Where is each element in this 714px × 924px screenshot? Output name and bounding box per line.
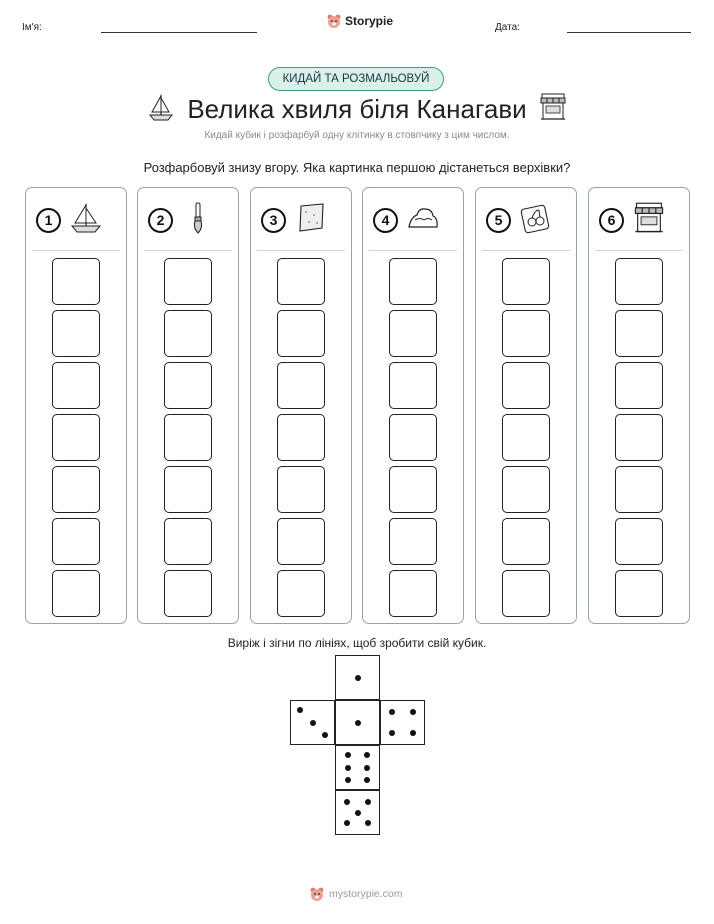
color-cell[interactable] — [164, 362, 212, 409]
column-number: 1 — [36, 208, 61, 233]
color-cell[interactable] — [164, 310, 212, 357]
column-5 — [475, 187, 577, 624]
dice-pip — [297, 707, 303, 713]
color-cell[interactable] — [164, 414, 212, 461]
color-cell[interactable] — [389, 362, 437, 409]
cut-instruction: Виріж і зігни по лініях, щоб зробити свій кубик. — [227, 636, 487, 650]
color-cell[interactable] — [615, 362, 663, 409]
color-cells — [277, 258, 325, 622]
column-header — [486, 202, 570, 238]
color-cell[interactable] — [502, 570, 550, 617]
dice-pip — [345, 765, 351, 771]
column-divider — [595, 250, 683, 251]
dice-pip — [355, 810, 361, 816]
column-number: 3 — [261, 208, 286, 233]
color-cell[interactable] — [502, 310, 550, 357]
name-label: Ім'я: — [22, 22, 42, 33]
footer-url: mystorypie.com — [329, 888, 403, 900]
column-number: 4 — [373, 208, 398, 233]
sailboat-icon — [69, 201, 103, 240]
column-header — [599, 202, 683, 238]
date-line — [567, 32, 691, 33]
dice-pip — [364, 765, 370, 771]
column-2 — [137, 187, 239, 624]
color-cell[interactable] — [164, 466, 212, 513]
instruction-text: Розфарбовуй знизу вгору. Яка картинка першою дістанеться верхівки? — [143, 160, 571, 175]
dice-pip — [410, 730, 416, 736]
color-cell[interactable] — [615, 466, 663, 513]
dice-pip — [344, 820, 350, 826]
dice-face — [335, 700, 380, 745]
dice-pip — [355, 675, 361, 681]
color-cell[interactable] — [52, 414, 100, 461]
dice-pip — [389, 730, 395, 736]
color-cell[interactable] — [277, 258, 325, 305]
column-number: 5 — [486, 208, 511, 233]
subtitle: Кидай кубик і розфарбуй одну клітинку в стовпчику з цим числом. — [204, 130, 510, 141]
color-cell[interactable] — [52, 518, 100, 565]
footer — [309, 886, 403, 902]
color-cell[interactable] — [389, 518, 437, 565]
dice-pip — [310, 720, 316, 726]
page-title: Велика хвиля біля Канагави — [187, 94, 527, 124]
dice-face — [380, 700, 425, 745]
color-cell[interactable] — [502, 362, 550, 409]
cherry-card-icon — [519, 201, 553, 240]
color-cell[interactable] — [52, 258, 100, 305]
color-cells — [615, 258, 663, 622]
dice-face — [335, 655, 380, 700]
dice-pip — [364, 777, 370, 783]
color-cell[interactable] — [615, 258, 663, 305]
column-1 — [25, 187, 127, 624]
color-cell[interactable] — [502, 414, 550, 461]
color-cell[interactable] — [389, 466, 437, 513]
color-cell[interactable] — [502, 518, 550, 565]
market-stall-icon — [632, 201, 666, 240]
color-cell[interactable] — [389, 570, 437, 617]
color-cell[interactable] — [389, 310, 437, 357]
column-header — [148, 202, 232, 238]
color-cell[interactable] — [52, 466, 100, 513]
color-cells — [389, 258, 437, 622]
color-cells — [502, 258, 550, 622]
color-cell[interactable] — [277, 466, 325, 513]
dice-pip — [355, 720, 361, 726]
color-cell[interactable] — [502, 258, 550, 305]
color-cell[interactable] — [164, 258, 212, 305]
column-divider — [369, 250, 457, 251]
column-divider — [257, 250, 345, 251]
column-3 — [250, 187, 352, 624]
color-cell[interactable] — [615, 570, 663, 617]
activity-badge: КИДАЙ ТА РОЗМАЛЬОВУЙ — [268, 67, 444, 91]
column-header — [261, 202, 345, 238]
dice-pip — [365, 799, 371, 805]
color-cell[interactable] — [277, 414, 325, 461]
column-divider — [32, 250, 120, 251]
column-6 — [588, 187, 690, 624]
color-cell[interactable] — [164, 570, 212, 617]
dice-pip — [365, 820, 371, 826]
column-4 — [362, 187, 464, 624]
name-line — [101, 32, 257, 33]
dice-pip — [364, 752, 370, 758]
color-cell[interactable] — [615, 518, 663, 565]
dice-face — [290, 700, 335, 745]
color-cell[interactable] — [164, 518, 212, 565]
column-number: 2 — [148, 208, 173, 233]
color-cell[interactable] — [277, 362, 325, 409]
column-divider — [144, 250, 232, 251]
color-cell[interactable] — [52, 310, 100, 357]
paper-sheet-icon — [294, 201, 328, 240]
date-label: Дата: — [495, 22, 520, 33]
color-cells — [164, 258, 212, 622]
wave-foam-icon — [406, 201, 440, 240]
column-number: 6 — [599, 208, 624, 233]
column-header — [36, 202, 120, 238]
color-cell[interactable] — [615, 414, 663, 461]
color-cell[interactable] — [389, 414, 437, 461]
color-cells — [52, 258, 100, 622]
bear-mascot-icon — [326, 13, 342, 29]
dice-face — [335, 790, 380, 835]
dice-pip — [322, 732, 328, 738]
paintbrush-icon — [181, 201, 215, 240]
dice-face — [335, 745, 380, 790]
dice-pip — [389, 709, 395, 715]
color-cell[interactable] — [277, 570, 325, 617]
brand-name: Storypie — [345, 14, 394, 28]
dice-pip — [345, 752, 351, 758]
color-cell[interactable] — [277, 310, 325, 357]
color-cell[interactable] — [52, 362, 100, 409]
column-divider — [482, 250, 570, 251]
market-stall-icon — [538, 92, 568, 122]
color-cell[interactable] — [52, 570, 100, 617]
color-cell[interactable] — [277, 518, 325, 565]
dice-pip — [344, 799, 350, 805]
bear-mascot-icon — [309, 886, 325, 902]
dice-pip — [410, 709, 416, 715]
dice-pip — [345, 777, 351, 783]
color-cell[interactable] — [615, 310, 663, 357]
brand-logo — [326, 13, 393, 29]
column-header — [373, 202, 457, 238]
color-cell[interactable] — [502, 466, 550, 513]
color-cell[interactable] — [389, 258, 437, 305]
